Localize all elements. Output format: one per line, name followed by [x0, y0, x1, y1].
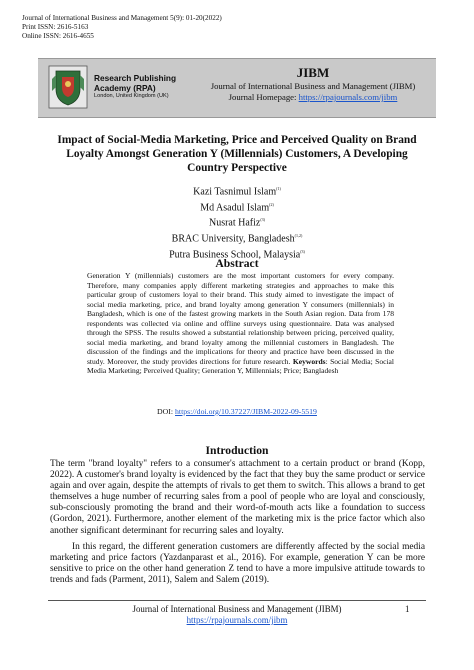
publisher-location: London, United Kingdom (UK): [94, 93, 169, 99]
print-issn: Print ISSN: 2616-5163: [22, 23, 89, 31]
journal-banner: [38, 58, 436, 118]
homepage-link[interactable]: https://rpajournals.com/jibm: [298, 92, 398, 102]
journal-info: [198, 65, 428, 103]
introduction-body: [50, 459, 425, 592]
journal-name: Journal of International Business and Management (JIBM): [210, 81, 416, 91]
footer-divider: [48, 600, 426, 601]
author-mark: (3): [260, 217, 266, 223]
crest-logo-icon: [48, 65, 88, 109]
footer-journal: Journal of International Business and Management (JIBM): [132, 604, 342, 614]
author-2: Md Asadul Islam$^{(2)}$: [200, 201, 274, 214]
keywords-label: Keywords: [292, 356, 326, 366]
intro-paragraph-1: The term "brand loyalty" refers to a consumer's attachment to a certain product or brand (Kopp, 2022). A customer's brand loyalty is evidenced by the fact that they buy the same product or service again and over again, despite the attempts of rivals to get them to switch. This allows a brand to get themselves a huge number of recurring sales from a pool of people who are loyal and consciously, sub-consciously promoting the brand and their word-of-mouth acts like a foundation to success (Gordon, 2021). Furthermore, another element of the marketing mix is the price factor which also another significant determinant for recurring sales and loyalty.: [50, 459, 425, 536]
affiliation-mark: (3): [300, 248, 305, 254]
doi-line: [0, 407, 474, 416]
doi-link[interactable]: https://doi.org/10.37227/JIBM-2022-09-5519: [175, 407, 317, 416]
author-list: [120, 183, 354, 262]
affiliation-2: Putra Business School, Malaysia$^{(3)}$: [169, 248, 305, 261]
doi-label: DOI:: [157, 407, 176, 416]
introduction-heading: Introduction: [205, 444, 269, 457]
publisher-line1: Research Publishing: [94, 73, 177, 83]
intro-paragraph-2: In this regard, the different generation customers are differently affected by the social media marketing and price factors (Yazdanparast et al., 2016). For example, generation Y can be more sensitive to price on the other hand generation Z tend to have a more impulsive attitude towards to trends and fads (Parment, 2011), Salem and Salem (2019).: [50, 542, 425, 586]
author-mark: (1): [276, 186, 281, 191]
homepage-label: Journal Homepage:: [228, 92, 299, 102]
journal-metadata: [22, 14, 222, 41]
affiliation-mark: (1,2): [294, 233, 303, 239]
abstract-text: Generation Y (millennials) customers are the most important customers for every company. Therefore, many companies apply different marketing strategies and approaches to make this particular group of customers loyal to their brand. This study aimed to investigate the impact of social media marketing, price, and brand loyalty among generation Y consumers (millennials) in Bangladesh, which is one of the fastest growing markets in the South Asian region. Data from 178 respondents was collected via online and offline surveys using questionnaire. Data was analysed through the SPSS. The results showed a substantial relationship between pricing, perceived quality, social media marketing, and brand loyalty among the millennial customers in Bangladesh. The discussion of the findings and the implications for theory and practice have been discussed in the study. Moreover, the study provides directions for future research.: [87, 271, 394, 366]
citation-line: Journal of International Business and Management 5(9): 01-20(2022): [22, 14, 222, 22]
page-number: 1: [405, 604, 410, 614]
footer-link[interactable]: https://rpajournals.com/jibm: [186, 615, 288, 625]
author-1: Kazi Tasnimul Islam$^{(1)}$: [193, 186, 281, 198]
author-mark: (2): [269, 201, 274, 207]
abstract-body: [87, 271, 394, 376]
author-3: Nusrat Hafiz$^{(3)}$: [208, 217, 266, 229]
affiliation-1: BRAC University, Bangladesh$^{(1,2)}$: [171, 233, 303, 245]
online-issn: Online ISSN: 2616-4655: [22, 32, 94, 40]
abstract-heading: Abstract: [215, 257, 259, 270]
page-footer: [0, 604, 474, 626]
journal-homepage: [198, 92, 428, 103]
keywords-text: : Social Media; Social Media Marketing; Perceived Quality; Generation Y, Millennials; Price; Bangladesh: [87, 356, 394, 376]
paper-title: Impact of Social-Media Marketing, Price and Perceived Quality on Brand Loyalty Amongst Generation Y (Millennials) Customers, A Developing Country Perspective: [57, 134, 417, 175]
publisher-line2: Academy (RPA): [94, 83, 156, 93]
publisher-name: [94, 73, 176, 100]
journal-abbr: JIBM: [296, 65, 330, 80]
